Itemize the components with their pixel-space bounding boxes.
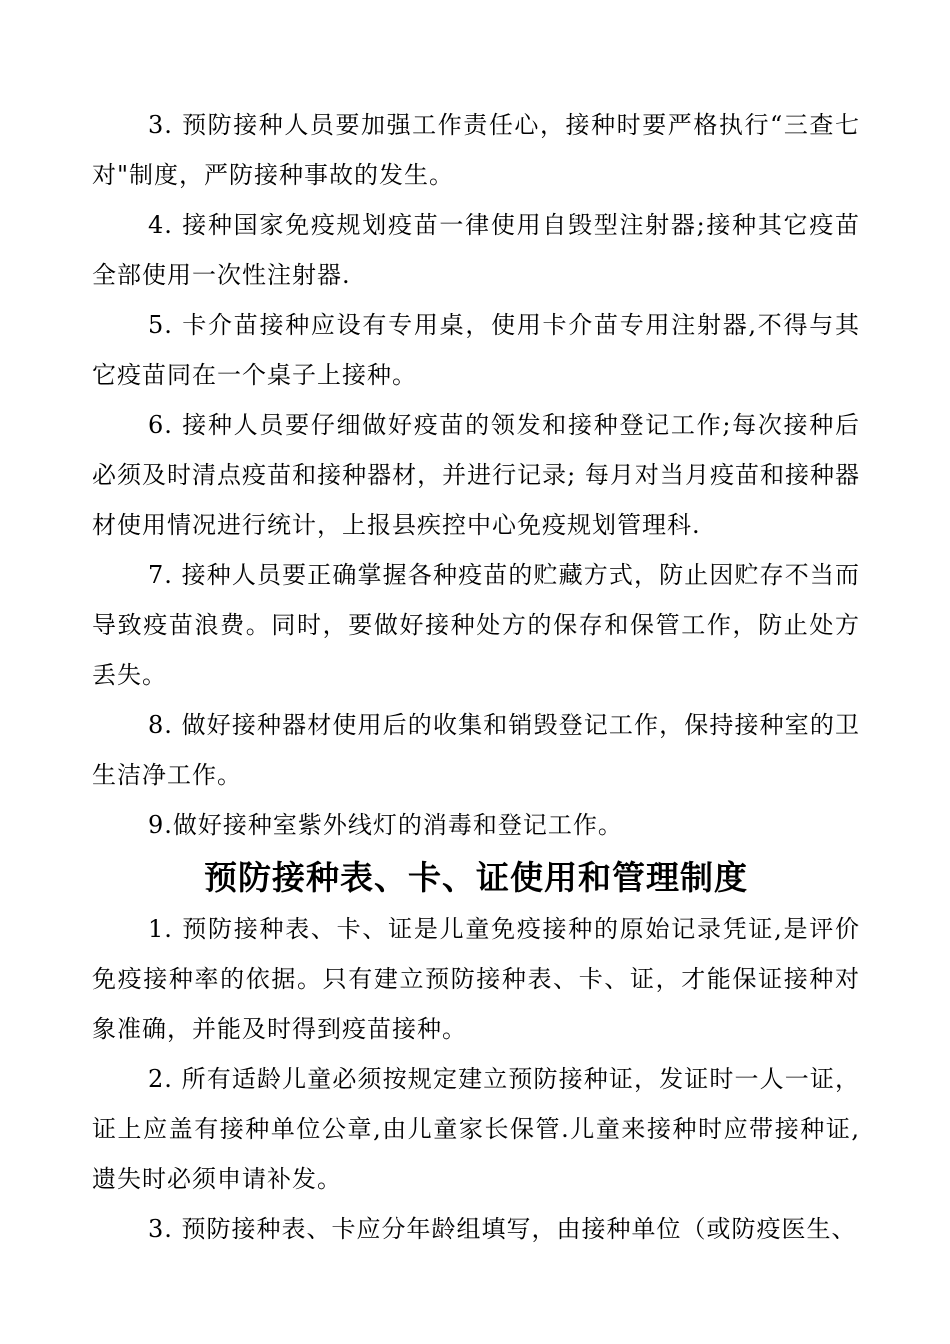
paragraph-card-rule-1: 1. 预防接种表、卡、证是儿童免疫接种的原始记录凭证,是评价免疫接种率的依据。只有建立预防接种表、卡、证，才能保证接种对象准确，并能及时得到疫苗接种。: [92, 915, 860, 1043]
paragraph-rule-5: 5. 卡介苗接种应设有专用桌，使用卡介苗专用注射器,不得与其它疫苗同在一个桌子上接种。: [92, 311, 860, 389]
section-title: 预防接种表、卡、证使用和管理制度: [204, 858, 748, 897]
paragraph-rule-3: 3. 预防接种人员要加强工作责任心，接种时要严格执行“三查七对"制度，严防接种事故的发生。: [92, 111, 860, 189]
paragraph-rule-4: 4. 接种国家免疫规划疫苗一律使用自毁型注射器;接种其它疫苗全部使用一次性注射器.: [92, 211, 860, 289]
paragraph-card-rule-2: 2. 所有适龄儿童必须按规定建立预防接种证，发证时一人一证，证上应盖有接种单位公章,由儿童家长保管.儿童来接种时应带接种证,遗失时必须申请补发。: [92, 1065, 860, 1193]
paragraph-rule-8: 8. 做好接种器材使用后的收集和销毁登记工作，保持接种室的卫生洁净工作。: [92, 711, 860, 789]
paragraph-rule-6: 6. 接种人员要仔细做好疫苗的领发和接种登记工作;每次接种后必须及时清点疫苗和接种器材，并进行记录; 每月对当月疫苗和接种器材使用情况进行统计，上报县疾控中心免疫规划管理科.: [92, 411, 860, 539]
paragraph-rule-9: 9.做好接种室紫外线灯的消毒和登记工作。: [148, 811, 623, 839]
document-page: [92, 100, 860, 1254]
paragraph-card-rule-3: 3. 预防接种表、卡应分年龄组填写，由接种单位（或防疫医生、: [148, 1215, 857, 1243]
paragraph-rule-7: 7. 接种人员要正确掌握各种疫苗的贮藏方式，防止因贮存不当而导致疫苗浪费。同时，要做好接种处方的保存和保管工作，防止处方丢失。: [92, 561, 860, 689]
